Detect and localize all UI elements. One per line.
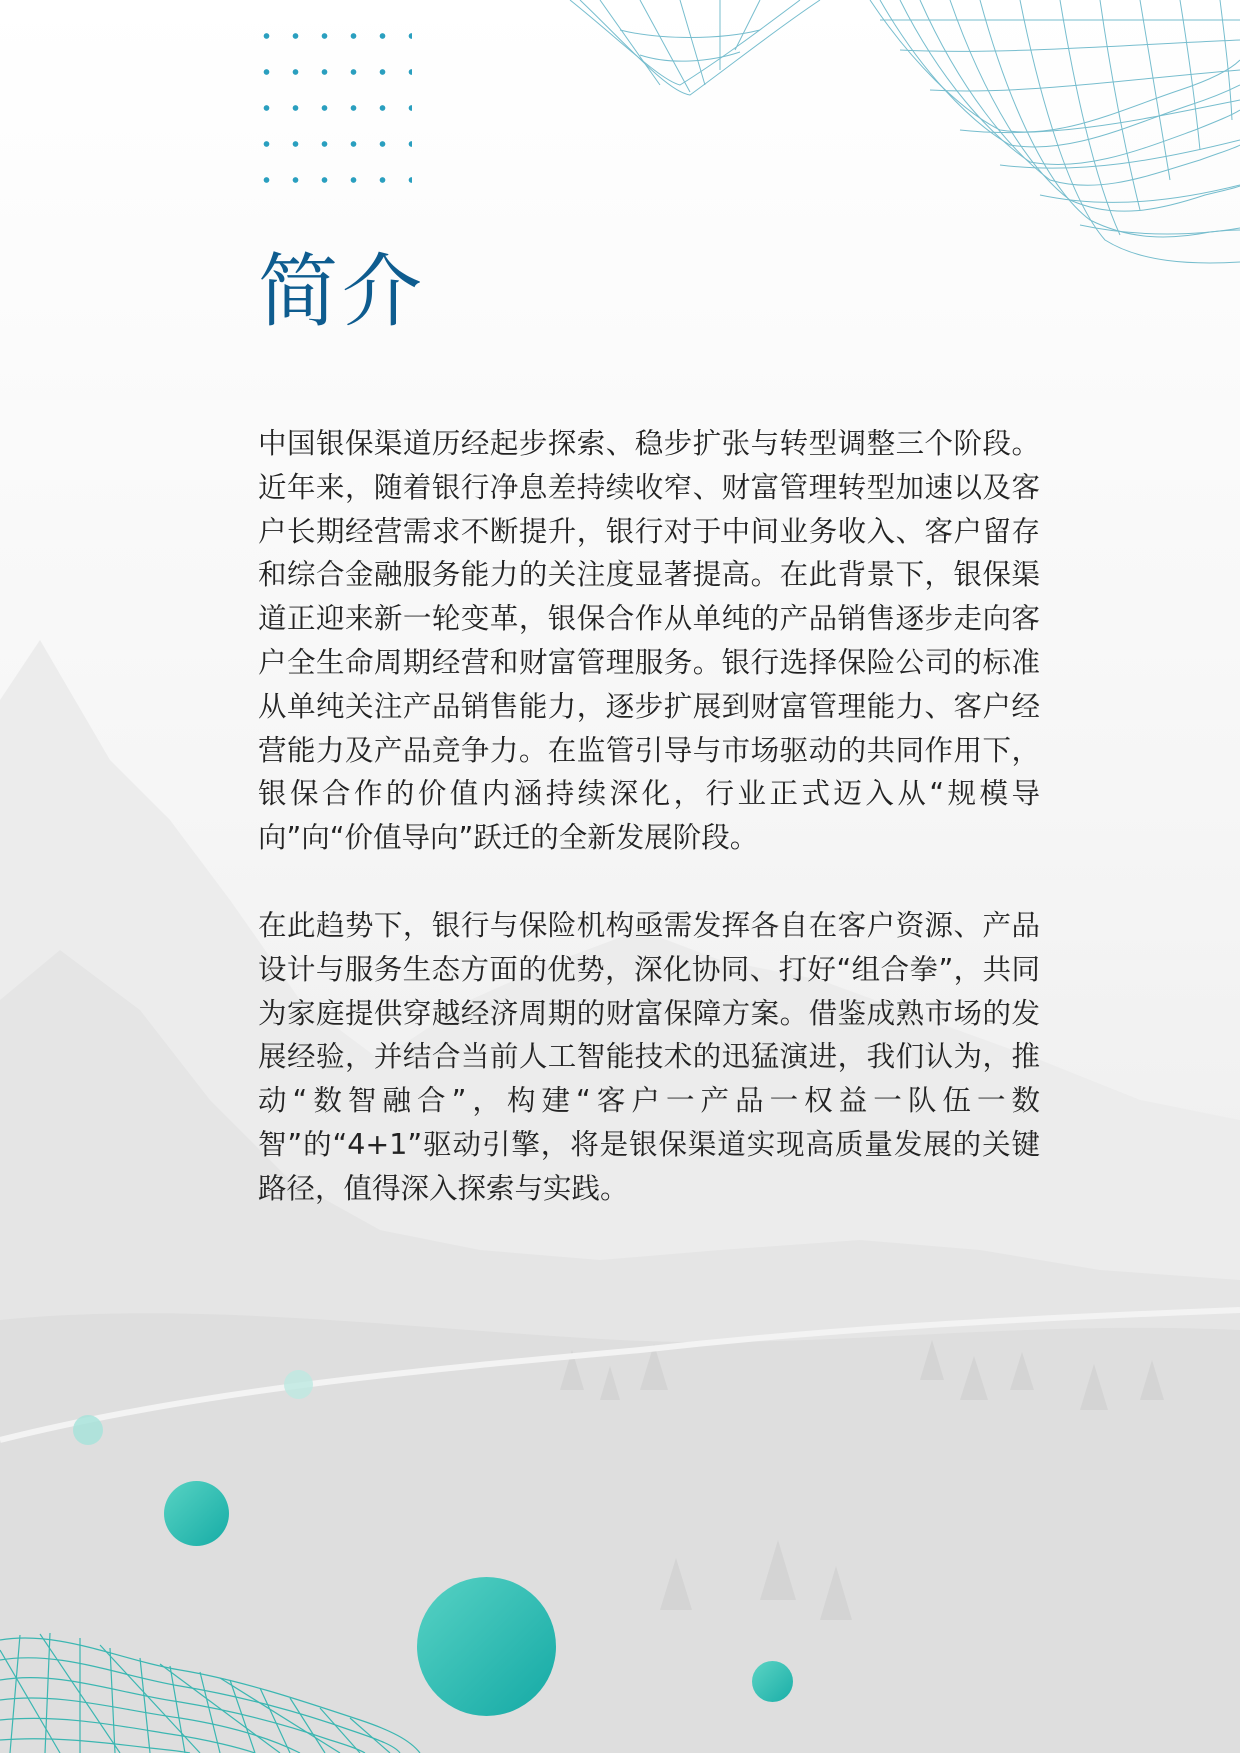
bubble-small-1 (284, 1370, 313, 1399)
bubble-small-2 (73, 1415, 103, 1445)
bubble-small-3 (752, 1661, 793, 1702)
paragraph-2: 在此趋势下，银行与保险机构亟需发挥各自在客户资源、产品设计与服务生态方面的优势，深化协同、打好“组合拳”，共同为家庭提供穿越经济周期的财富保障方案。借鉴成熟市场的发展经验，并结合当前人工智能技术的迅猛演进，我们认为，推动“数智融合”，构建“客户一产品一权益一队伍一数智”的“4+1”驱动引擎，将是银保渠道实现高质量发展的关键路径，值得深入探索与实践。 (258, 908, 1040, 1205)
bubble-medium (164, 1481, 229, 1546)
paragraph-1: 中国银保渠道历经起步探索、稳步扩张与转型调整三个阶段。近年来，随着银行净息差持续收窄、财富管理转型加速以及客户长期经营需求不断提升，银行对于中间业务收入、客户留存和综合金融服务能力的关注度显著提高。在此背景下，银保渠道正迎来新一轮变革，银保合作从单纯的产品销售逐步走向客户全生命周期经营和财富管理服务。银行选择保险公司的标准从单纯关注产品销售能力，逐步扩展到财富管理能力、客户经营能力及产品竞争力。在监管引导与市场驱动的共同作用下，银保合作的价值内涵持续深化，行业正式迈入从“规模导向”向“价值导向”跃迁的全新发展阶段。 (258, 427, 1040, 855)
bubble-large (417, 1577, 556, 1716)
body-text (258, 422, 1040, 1255)
page-title: 简介 (258, 245, 426, 338)
decorative-dot-grid (252, 18, 412, 208)
